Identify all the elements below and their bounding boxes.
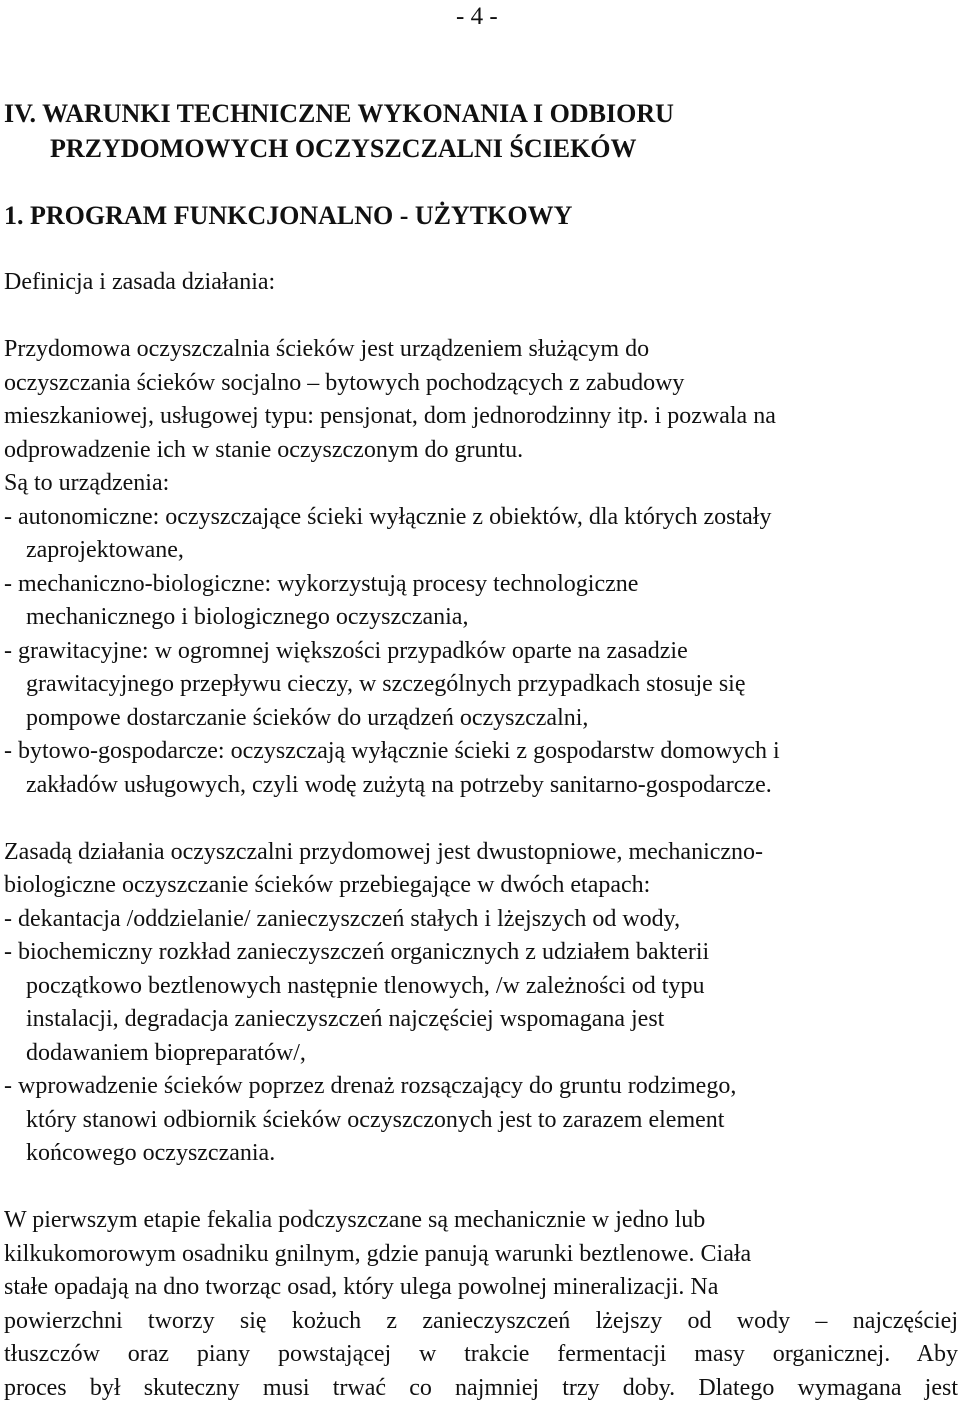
text-line: - bytowo-gospodarcze: oczyszczają wyłącznie ścieki z gospodarstw domowych i <box>4 738 780 764</box>
text-line: mechanicznego i biologicznego oczyszczania, <box>26 604 469 630</box>
paragraph-gap <box>4 300 958 334</box>
text-line: - biochemiczny rozkład zanieczyszczeń organicznych z udziałem bakterii <box>4 939 710 965</box>
text-line: który stanowi odbiornik ścieków oczyszczonych jest to zarazem element <box>26 1106 725 1133</box>
text-line: pompowe dostarczanie ścieków do urządzeń oczyszczalni, <box>26 704 589 731</box>
section-title: 1. PROGRAM FUNKCJONALNO - UŻYTKOWY <box>4 201 573 230</box>
text-line: - mechaniczno-biologiczne: wykorzystują procesy technologiczne <box>4 570 639 597</box>
text-line: instalacji, degradacja zanieczyszczeń najczęściej wspomagana jest <box>26 1006 665 1032</box>
text-line: - autonomiczne: oczyszczające ścieki wyłącznie z obiektów, dla których zostały <box>4 503 772 530</box>
chapter-heading <box>4 96 674 166</box>
text-line: zakładów usługowych, czyli wodę zużytą na potrzeby sanitarno-gospodarcze. <box>26 771 772 798</box>
text-line: kilkukomorowym osadniku gnilnym, gdzie panują warunki beztlenowe. Ciała <box>4 1240 752 1267</box>
text-line: końcowego oczyszczania. <box>26 1140 276 1166</box>
text-line: mieszkaniowej, usługowej typu: pensjonat, dom jednorodzinny itp. i pozwala na <box>4 403 776 429</box>
text-line: Są to urządzenia: <box>4 470 170 496</box>
body-text <box>4 266 958 1405</box>
text-line: Definicja i zasada działania: <box>4 269 276 295</box>
paragraph-gap <box>4 802 958 836</box>
text-line: zaprojektowane, <box>26 537 184 563</box>
text-line: proces był skuteczny musi trwać co najmniej trzy doby. Dlatego wymagana jest <box>4 1374 958 1401</box>
text-line: grawitacyjnego przepływu cieczy, w szczególnych przypadkach stosuje się <box>26 671 746 697</box>
text-line: - wprowadzenie ścieków poprzez drenaż rozsączający do gruntu rodzimego, <box>4 1073 737 1099</box>
text-line: oczyszczania ścieków socjalno – bytowych pochodzących z zabudowy <box>4 369 685 396</box>
text-line: dodawaniem biopreparatów/, <box>26 1039 306 1066</box>
text-line: Zasadą działania oczyszczalni przydomowej jest dwustopniowe, mechaniczno- <box>4 838 764 865</box>
chapter-heading-line-1: IV. WARUNKI TECHNICZNE WYKONANIA I ODBIORU <box>4 99 674 128</box>
paragraph-gap <box>4 1171 958 1205</box>
text-line: Przydomowa oczyszczalnia ścieków jest urządzeniem służącym do <box>4 336 650 362</box>
text-line: tłuszczów oraz piany powstającej w trakcie fermentacji masy organicznej. Aby <box>4 1341 958 1367</box>
text-line: stałe opadają na dno tworząc osad, który ulega powolnej mineralizacji. Na <box>4 1274 719 1300</box>
text-line: powierzchni tworzy się kożuch z zanieczyszczeń lżejszy od wody – najczęściej <box>4 1307 958 1334</box>
text-line: - grawitacyjne: w ogromnej większości przypadków oparte na zasadzie <box>4 637 688 664</box>
text-line: - dekantacja /oddzielanie/ zanieczyszczeń stałych i lżejszych od wody, <box>4 905 681 932</box>
text-line: W pierwszym etapie fekalia podczyszczane są mechanicznie w jedno lub <box>4 1207 706 1233</box>
chapter-heading-line-2: PRZYDOMOWYCH OCZYSZCZALNI ŚCIEKÓW <box>50 134 637 163</box>
text-line: początkowo beztlenowych następnie tlenowych, /w zależności od typu <box>26 972 705 999</box>
text-line: biologiczne oczyszczanie ścieków przebiegające w dwóch etapach: <box>4 872 651 898</box>
page-number: - 4 - <box>456 3 498 30</box>
text-line: odprowadzenie ich w stanie oczyszczonym do gruntu. <box>4 436 524 463</box>
